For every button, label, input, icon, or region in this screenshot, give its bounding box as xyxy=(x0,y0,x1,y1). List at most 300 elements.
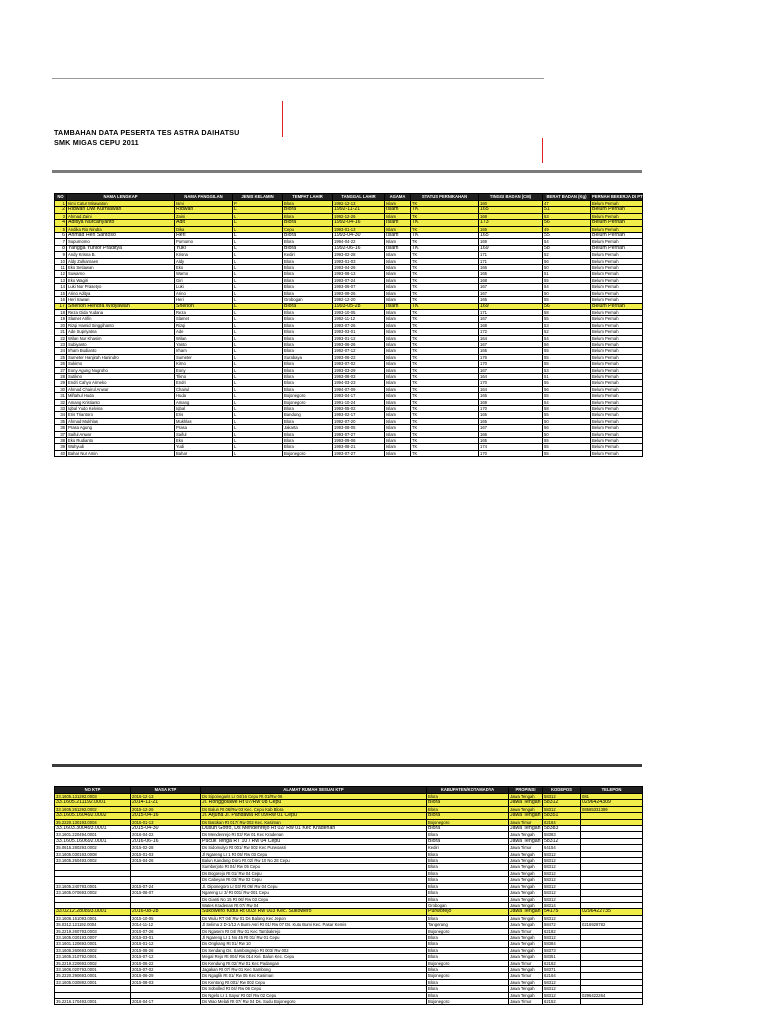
table-cell: Aldy xyxy=(175,258,233,264)
table-cell: Saiful xyxy=(175,431,233,437)
table-cell: Belum Pernah xyxy=(591,220,643,226)
table-cell: 55 xyxy=(543,233,591,239)
table-cell: Kirno xyxy=(175,361,233,367)
table-cell: L xyxy=(233,438,283,444)
table-cell: Blora xyxy=(427,806,509,812)
table-cell: Blora xyxy=(283,418,333,424)
table-cell: Belum Pernah xyxy=(591,386,643,392)
table-cell: Reza xyxy=(175,309,233,315)
table-cell: Jawa Timur xyxy=(509,845,543,851)
table-cell: Islam xyxy=(385,341,411,347)
table-cell: Ngareng Lr 3/ Rt 001/ Rw 001 Cepu xyxy=(201,890,427,896)
title-line-2: SMK MIGAS CEPU 2011 xyxy=(54,138,139,147)
table-cell: 34 xyxy=(55,412,67,418)
table-cell: Blora xyxy=(427,858,509,864)
table-cell: 33.1606.020793.0001 xyxy=(55,966,131,972)
table-cell: Islam xyxy=(385,207,411,213)
table-cell: 1994-03-23 xyxy=(333,380,385,386)
table-cell: 1993-04-17 xyxy=(333,393,385,399)
table-cell: 33.1605.131292.0003 xyxy=(55,794,131,800)
table-cell: Tangerang xyxy=(427,922,509,928)
table-cell: Belum Pernah xyxy=(591,284,643,290)
table-cell: Islam xyxy=(385,425,411,431)
table-cell: TK xyxy=(411,207,479,213)
table-cell: 56 xyxy=(543,425,591,431)
table-cell: Suwarno xyxy=(67,271,175,277)
table-cell: TK xyxy=(411,271,479,277)
table-cell: Ahmad Mukhlas xyxy=(67,418,175,424)
table-cell: Ridwan Dwi Kurniawan xyxy=(67,207,175,213)
table-cell: Dika xyxy=(175,226,233,232)
table-cell: 1993-06-07 xyxy=(333,284,385,290)
table-cell: Megal Rejo Rt 004/ Rw 014 Kel. Balun Kec. Cepu xyxy=(201,954,427,960)
table-cell: Eony xyxy=(175,367,233,373)
table-cell: Rizqi Hamid Singgihanto xyxy=(67,322,175,328)
table-cell: 53 xyxy=(543,367,591,373)
table-cell: Blora xyxy=(427,883,509,889)
table-cell: Blora xyxy=(427,800,509,806)
table-cell: Saiful Anwar xyxy=(67,431,175,437)
table-cell: Slamet Arifin xyxy=(67,316,175,322)
table-cell: 33.1601.220494.0001 xyxy=(55,832,131,838)
table-cell: 20 xyxy=(55,322,67,328)
table-cell: 33.1605.160692.0001 xyxy=(55,838,131,844)
table-cell: 170 xyxy=(479,361,543,367)
table-cell: TK xyxy=(411,399,479,405)
table-cell: Belum Pernah xyxy=(591,233,643,239)
table-cell: Ds Mendenrejo Rt 03/ Rw 01 Kec Kradenan xyxy=(201,832,427,838)
table-cell: 22 xyxy=(55,335,67,341)
table-cell: Blora xyxy=(283,406,333,412)
table-cell: L xyxy=(233,258,283,264)
table-cell: 58312 xyxy=(543,858,581,864)
table-cell: Bojonegoro xyxy=(283,450,333,456)
table-cell: Sukirno xyxy=(67,361,175,367)
table-cell: 169 xyxy=(479,399,543,405)
table-cell: Blora xyxy=(283,316,333,322)
table-cell: Blora xyxy=(427,870,509,876)
table-cell: 2016-04-17 xyxy=(131,999,201,1005)
table-cell: Ade Supriyatna xyxy=(67,329,175,335)
table-cell: Blora xyxy=(283,258,333,264)
table-cell: 1992-12-26 xyxy=(333,213,385,219)
table-cell: 26 xyxy=(55,361,67,367)
table-cell: 33.1605.070693.0002 xyxy=(55,890,131,896)
table-cell: Jawa Tengah xyxy=(509,813,543,819)
table-cell: Kediri xyxy=(283,252,333,258)
table-cell: Blora xyxy=(427,947,509,953)
table-cell: 33.1605.260493.0002 xyxy=(55,858,131,864)
table-cell: 167 xyxy=(479,316,543,322)
participant-table xyxy=(54,193,654,457)
table-cell: Blora xyxy=(427,832,509,838)
table-cell: Sherlon Hendra Widyawan xyxy=(67,303,175,309)
table-cell: 169 xyxy=(479,245,543,251)
table-cell: Blora xyxy=(427,896,509,902)
table-cell: Belum Pernah xyxy=(591,290,643,296)
table-cell: Islam xyxy=(385,412,411,418)
column-header: NO xyxy=(55,194,67,201)
table-cell: Jl Selima 2 D-1/12 A Bumi Asri Rt 01/ Rw 07 Ds. Kutu Bumi Kec. Pasar Kemis xyxy=(201,922,427,928)
table-cell: Bojonegoro xyxy=(283,399,333,405)
table-cell: Aldy Zulkarnaen xyxy=(67,258,175,264)
table-cell: Wilan xyxy=(175,335,233,341)
table-cell: Islam xyxy=(385,297,411,303)
table-cell: L xyxy=(233,361,283,367)
table-cell: Eris Triantoro xyxy=(67,412,175,418)
table-cell: 166 xyxy=(479,265,543,271)
table-cell: Ds Wao Melati Rt 07/ Rw 04 Ds. Sudu Bojonegoro xyxy=(201,999,427,1005)
table-cell: Jl. Arjuna Jl. Pandawa Rt 09/Rw 01 Cepu xyxy=(201,813,427,819)
table-cell: 40 xyxy=(55,450,67,456)
table-cell: Islam xyxy=(385,220,411,226)
table-cell: Islam xyxy=(385,309,411,315)
table-cell: TK xyxy=(411,354,479,360)
table-cell: 54175 xyxy=(543,909,581,915)
table-cell: Belum Pernah xyxy=(591,309,643,315)
table-cell: TK xyxy=(411,277,479,283)
table-cell: 17 xyxy=(55,303,67,309)
table-cell: Blora xyxy=(283,335,333,341)
table-cell: 165 xyxy=(479,297,543,303)
table-cell: 58 xyxy=(543,245,591,251)
table-cell: 08565331389 xyxy=(581,806,643,812)
table-cell: Jawa Tengah xyxy=(509,922,543,928)
red-marker-line xyxy=(282,101,283,137)
table-cell: L xyxy=(233,386,283,392)
table-cell: L xyxy=(233,252,283,258)
table-cell: 33.1605.030892.0001 xyxy=(55,979,131,985)
table-cell: Jakarta xyxy=(283,425,333,431)
table-cell: Islam xyxy=(385,450,411,456)
table-cell: 30 xyxy=(55,386,67,392)
table-cell: 58312 xyxy=(543,979,581,985)
table-cell: Blora xyxy=(283,201,333,207)
table-cell: 2015-02-28 xyxy=(131,845,201,851)
table-cell: Blora xyxy=(283,284,333,290)
table-cell: TK xyxy=(411,239,479,245)
table-cell: TK xyxy=(411,393,479,399)
table-cell: 62164 xyxy=(543,973,581,979)
table-cell: Yangga Yunior Praditya xyxy=(67,245,175,251)
document-title xyxy=(54,128,240,148)
table-cell: 33.1605.261292.0002 xyxy=(55,806,131,812)
table-cell: Islam xyxy=(385,431,411,437)
table-cell: 1993-01-12 xyxy=(333,335,385,341)
table-cell: TK xyxy=(411,309,479,315)
table-cell: Endri xyxy=(175,380,233,386)
table-cell: Blora xyxy=(283,438,333,444)
table-cell: L xyxy=(233,418,283,424)
table-cell: 1993-07-27 xyxy=(333,431,385,437)
table-cell: Blora xyxy=(427,890,509,896)
table-cell: Belum Pernah xyxy=(591,354,643,360)
table-cell: Ahmad Zaini xyxy=(67,213,175,219)
table-cell: L xyxy=(233,431,283,437)
table-cell: Jawa Tengah xyxy=(509,832,543,838)
table-cell: 1994-07-09 xyxy=(333,386,385,392)
table-cell: Giri xyxy=(175,277,233,283)
table-cell: 1993-07-02 xyxy=(333,361,385,367)
table-cell: 174 xyxy=(479,444,543,450)
table-cell: Luki xyxy=(175,284,233,290)
table-cell: Islam xyxy=(385,277,411,283)
table-cell: 1993-03-01 xyxy=(333,329,385,335)
table-cell: Ds Kentong Rt 001/ Rw 002 Cepu xyxy=(201,979,427,985)
table-cell: 3 xyxy=(55,213,67,219)
table-cell: 56 xyxy=(543,258,591,264)
table-cell: Belum Pernah xyxy=(591,393,643,399)
table-cell: 170 xyxy=(479,380,543,386)
table-cell: L xyxy=(233,207,283,213)
table-cell: Amang Kristianto xyxy=(67,399,175,405)
table-cell: 33.1605.210792.0001 xyxy=(55,954,131,960)
table-cell: Islam xyxy=(385,399,411,405)
table-cell: 55 xyxy=(543,412,591,418)
table-cell: 10 xyxy=(55,258,67,264)
table-cell: Jawa Tengah xyxy=(509,966,543,972)
table-cell: 2016-08-28 xyxy=(131,909,201,915)
table-cell: 33.1605.240793.0001 xyxy=(55,883,131,889)
table-cell: Eko Rudianto xyxy=(67,438,175,444)
table-cell: 58312 xyxy=(543,992,581,998)
table-cell: 1993-01-13 xyxy=(333,226,385,232)
table-cell: L xyxy=(233,322,283,328)
table-cell: TK xyxy=(411,316,479,322)
table-cell: 39 xyxy=(55,444,67,450)
table-cell: 35.2219.220693.0002 xyxy=(55,960,131,966)
table-cell: Belum Pernah xyxy=(591,316,643,322)
table-cell: Blora xyxy=(427,954,509,960)
table-cell: L xyxy=(233,348,283,354)
table-cell: Belum Pernah xyxy=(591,380,643,386)
table-cell: Ds Ngelo Lr 1 Sayur Rt 02/ Rw 02 Cepu xyxy=(201,992,427,998)
table-cell: Iqbal Yudo Kelvina xyxy=(67,406,175,412)
table-cell: 33.1605.211192.0001 xyxy=(55,800,131,806)
table-cell: 55 xyxy=(543,450,591,456)
table-cell: 2015-07-26 xyxy=(131,928,201,934)
table-cell: 170 xyxy=(479,406,543,412)
table-cell: TK xyxy=(411,380,479,386)
table-cell: Huda xyxy=(175,393,233,399)
table-cell: Blora xyxy=(283,277,333,283)
table-cell: 50 xyxy=(543,290,591,296)
table-cell: 165 xyxy=(479,418,543,424)
table-cell: Bojonegoro xyxy=(427,819,509,825)
table-cell: Islam xyxy=(385,361,411,367)
table-cell: P xyxy=(233,201,283,207)
table-cell: 33.1605.030193.0007 xyxy=(55,934,131,940)
table-cell: Ridwan xyxy=(175,207,233,213)
table-cell: 58312 xyxy=(543,800,581,806)
table-cell: 167 xyxy=(479,284,543,290)
table-cell: 1993-01-03 xyxy=(333,258,385,264)
column-header: KABUPATEN/KOTAMADYA xyxy=(427,787,509,794)
table-cell: Zaini xyxy=(175,213,233,219)
table-cell: 2016-04-22 xyxy=(131,832,201,838)
table-cell: Tikno xyxy=(175,373,233,379)
table-cell: 4 xyxy=(55,220,67,226)
table-cell: 50 xyxy=(543,265,591,271)
table-cell: 168 xyxy=(479,277,543,283)
table-cell: Jawa Timur xyxy=(509,973,543,979)
table-cell: Belum Pernah xyxy=(591,207,643,213)
table-cell: 58312 xyxy=(543,934,581,940)
table-cell: Krisna xyxy=(175,252,233,258)
table-cell: Belum Pernah xyxy=(591,322,643,328)
table-cell: TK xyxy=(411,258,479,264)
column-header: NAMA PANGGILAN xyxy=(175,194,233,201)
table-cell: 2015-06-07 xyxy=(131,890,201,896)
table-cell: 167 xyxy=(479,341,543,347)
table-cell: Grobogan xyxy=(283,297,333,303)
table-cell: Belum Pernah xyxy=(591,277,643,283)
table-cell: Belum Pernah xyxy=(591,252,643,258)
table-cell: Islam xyxy=(385,252,411,258)
table-cell: Warno xyxy=(175,271,233,277)
table-cell: 2015-01-03 xyxy=(131,851,201,857)
table-cell: Irham xyxy=(175,348,233,354)
table-cell: Belum Pernah xyxy=(591,258,643,264)
table-cell: 1993-04-26 xyxy=(333,265,385,271)
table-cell: 1993-08-05 xyxy=(333,425,385,431)
table-cell: Bahar xyxy=(175,450,233,456)
table-cell: 58384 xyxy=(543,941,581,947)
table-cell: L xyxy=(233,335,283,341)
table-cell: Andika Rio Nindra xyxy=(67,226,175,232)
table-cell: Adit xyxy=(175,220,233,226)
table-cell: Jl Ngareng Lr 1 Rt 05/ Rw 03 Cepu xyxy=(201,851,427,857)
table-cell: 16 xyxy=(55,297,67,303)
table-cell: TK xyxy=(411,322,479,328)
table-cell: Yudi xyxy=(175,444,233,450)
table-cell: 14 xyxy=(55,284,67,290)
table-cell: Yanto xyxy=(175,341,233,347)
table-cell: Blora xyxy=(427,986,509,992)
table-cell: 167 xyxy=(479,367,543,373)
table-cell: 55 xyxy=(543,380,591,386)
table-cell: 1993-08-03 xyxy=(333,373,385,379)
table-cell: Islam xyxy=(385,245,411,251)
table-cell: Islam xyxy=(385,444,411,450)
table-cell: Cepu xyxy=(283,226,333,232)
table-cell: Islam xyxy=(385,386,411,392)
table-cell: 0296422264 xyxy=(581,992,643,998)
table-cell: Belum Pernah xyxy=(591,418,643,424)
table-cell: Blora xyxy=(427,941,509,947)
table-cell: 1993-07-27 xyxy=(333,450,385,456)
table-cell: Jawa Tengah xyxy=(509,902,543,908)
table-cell: Islam xyxy=(385,233,411,239)
column-header: BERAT BADAN (Kg) xyxy=(543,194,591,201)
table-cell: TK xyxy=(411,201,479,207)
table-cell: Jawa Tengah xyxy=(509,806,543,812)
table-cell: 2015-06-22 xyxy=(131,960,201,966)
table-cell: Blora xyxy=(427,851,509,857)
table-cell: 164 xyxy=(479,386,543,392)
table-cell: 2016-12-13 xyxy=(131,794,201,800)
table-cell: 58371 xyxy=(543,966,581,972)
table-cell: Bojonegoro xyxy=(283,393,333,399)
table-cell: Belum Pernah xyxy=(591,226,643,232)
table-cell: Islam xyxy=(385,226,411,232)
table-cell: 58351 xyxy=(543,954,581,960)
table-cell: 2 xyxy=(55,207,67,213)
table-cell: Eony Agung Nugroho xyxy=(67,367,175,373)
table-cell: Islam xyxy=(385,373,411,379)
table-cell: Islam xyxy=(385,258,411,264)
table-cell: 53 xyxy=(543,213,591,219)
table-cell: 2015-07-02 xyxy=(131,966,201,972)
table-cell: 2015-04-30 xyxy=(131,826,201,832)
table-cell: Belum Pernah xyxy=(591,271,643,277)
table-cell: TK xyxy=(411,284,479,290)
table-cell: Pucuk Tenga RT 10 / Rw 04 Cepu xyxy=(201,838,427,844)
table-cell: TK xyxy=(411,265,479,271)
table-cell: Ds Batokan Rt 017/ Rw 002 Kec. Kasiman xyxy=(201,819,427,825)
table-cell: Blora xyxy=(427,966,509,972)
table-cell: 1993-10-05 xyxy=(333,309,385,315)
table-cell: 1993-07-24 xyxy=(333,277,385,283)
table-cell: 2015-01-12 xyxy=(131,941,201,947)
table-cell: Heri xyxy=(175,297,233,303)
table-cell: L xyxy=(233,226,283,232)
column-header: NAMA LENGKAP xyxy=(67,194,175,201)
table-cell: Islam xyxy=(385,367,411,373)
table-cell: Blora xyxy=(283,380,333,386)
top-rule xyxy=(52,78,544,79)
table-cell: Blora xyxy=(283,322,333,328)
table-cell: 33.1606.260693.0002 xyxy=(55,947,131,953)
table-cell: Blora xyxy=(283,265,333,271)
table-cell: TK xyxy=(411,412,479,418)
table-cell: 33.0212.280893.0001 xyxy=(55,909,131,915)
table-cell: 54 xyxy=(543,239,591,245)
table-cell: 1993-06-26 xyxy=(333,341,385,347)
table-cell: 21 xyxy=(55,329,67,335)
table-cell: Belum Pernah xyxy=(591,201,643,207)
table-cell: Blora xyxy=(283,303,333,309)
table-cell: 55 xyxy=(543,354,591,360)
table-header-row xyxy=(55,787,643,794)
table-cell: TK xyxy=(411,425,479,431)
table-cell: Jl. Diponegoro Lr 03/ Rt 06/ Rw 04 Cepu xyxy=(201,883,427,889)
table-cell: 35.2220.290693.0001 xyxy=(55,973,131,979)
table-cell: Ismi Catur Mirawaton xyxy=(67,201,175,207)
table-cell: Blora xyxy=(283,309,333,315)
table-cell: Jawa Timur xyxy=(509,819,543,825)
table-cell: Amang xyxy=(175,399,233,405)
table-cell: Jagakan Rt 07/ Rw 01 Kec Sambong xyxy=(201,966,427,972)
table-cell: 47 xyxy=(543,201,591,207)
table-cell: 2015-04-26 xyxy=(131,858,201,864)
table-cell: TK xyxy=(411,290,479,296)
table-cell: 54 xyxy=(543,284,591,290)
table-cell: Islam xyxy=(385,322,411,328)
table-cell: Islam xyxy=(385,201,411,207)
table-cell: Blora xyxy=(283,373,333,379)
column-header: ALAMAT RUMAH SESUAI KTP xyxy=(201,787,427,794)
table-cell: Jawa Tengah xyxy=(509,851,543,857)
table-cell: 56 xyxy=(543,220,591,226)
table-cell: Belum Pernah xyxy=(591,367,643,373)
table-cell: 1993-08-21 xyxy=(333,444,385,450)
table-cell: Sumeter Hanjirah Hanindro xyxy=(67,354,175,360)
table-cell: 55 xyxy=(543,316,591,322)
table-cell: Jawa Tengah xyxy=(509,838,543,844)
table-cell: TK xyxy=(411,367,479,373)
table-cell: Blora xyxy=(283,207,333,213)
